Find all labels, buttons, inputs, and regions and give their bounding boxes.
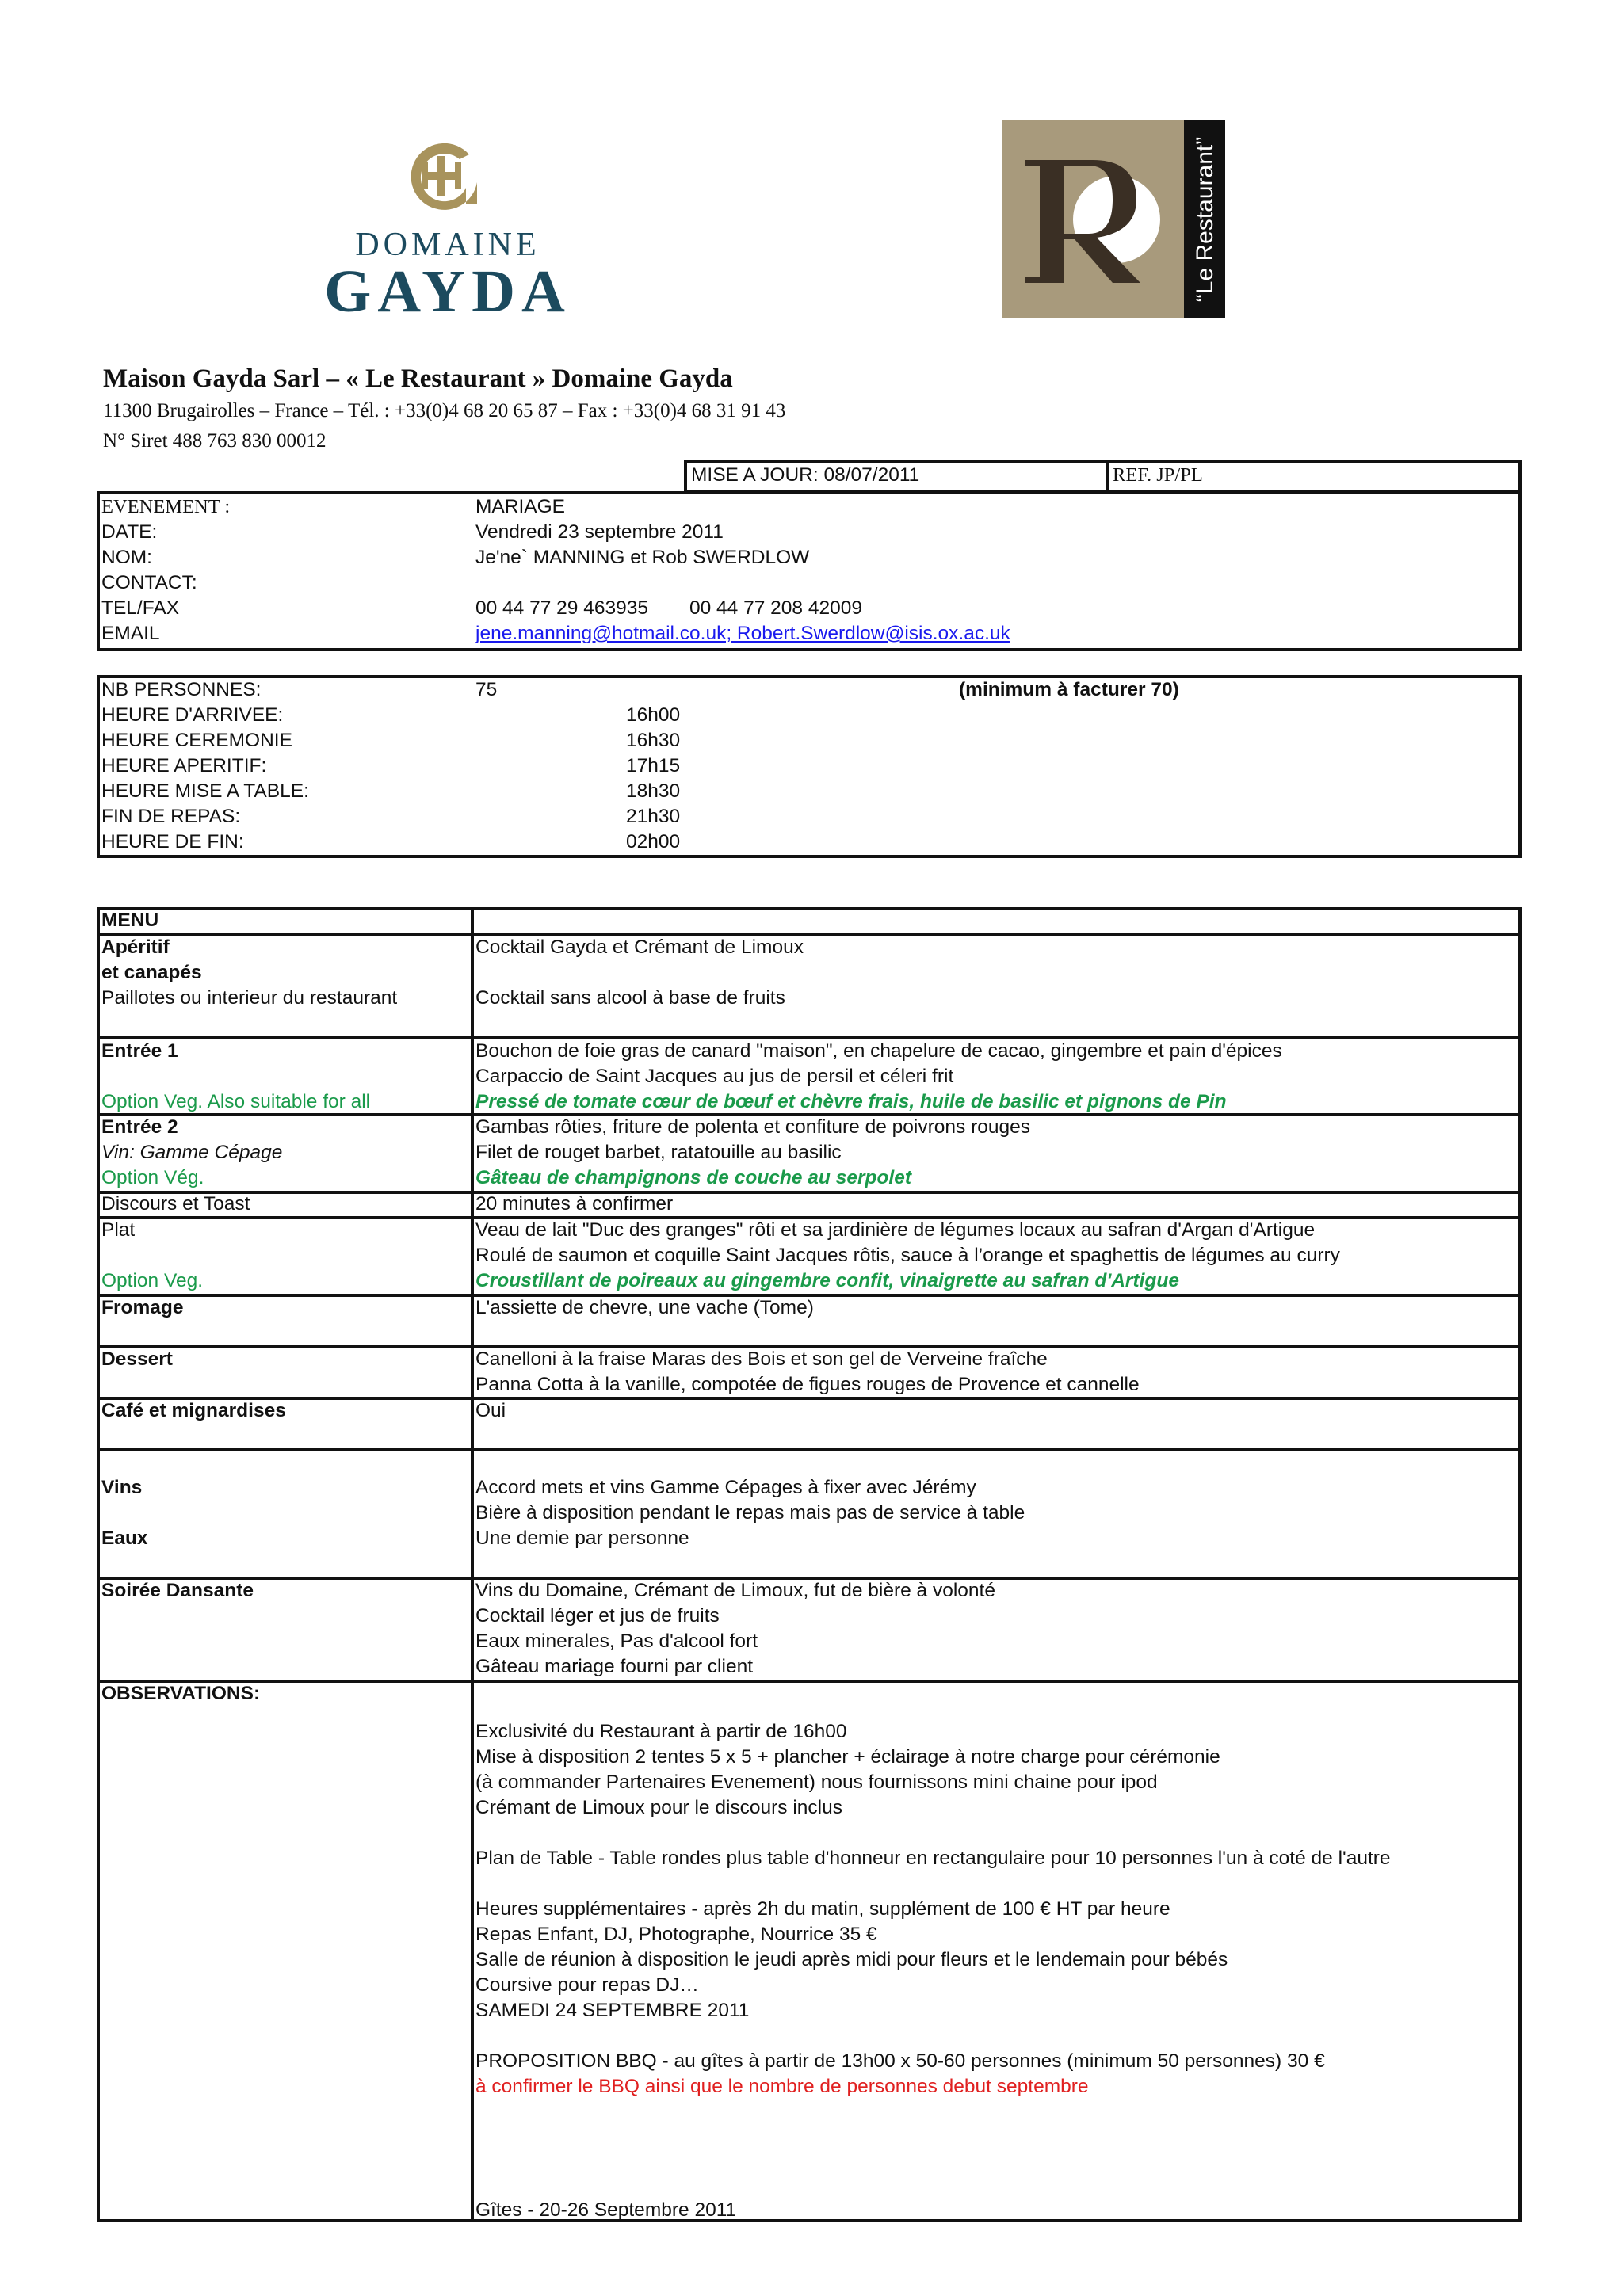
logo-domaine-text: DOMAINE xyxy=(355,227,540,263)
event-label: EVENEMENT : xyxy=(101,496,231,517)
soiree-line: Vins du Domaine, Crémant de Limoux, fut de bière à volonté xyxy=(475,1580,995,1601)
entree2-wine: Vin: Gamme Cépage xyxy=(101,1142,283,1163)
menu-header: MENU xyxy=(101,910,159,931)
event-value: MARIAGE xyxy=(475,496,565,517)
discours-label: Discours et Toast xyxy=(101,1193,250,1215)
observation-last-line: Gîtes - 20-26 Septembre 2011 xyxy=(475,2199,737,2221)
vins-line-1: Accord mets et vins Gamme Cépages à fixer avec Jérémy xyxy=(475,1477,976,1498)
observation-line: Repas Enfant, DJ, Photographe, Nourrice 35 € xyxy=(475,1924,877,1945)
ceremony-time: 16h30 xyxy=(626,730,681,751)
cafe-label: Café et mignardises xyxy=(101,1400,286,1421)
plat-option: Option Veg. xyxy=(101,1270,204,1291)
plat-label: Plat xyxy=(101,1219,136,1241)
observation-line: Crémant de Limoux pour le discours inclus xyxy=(475,1797,842,1818)
company-address: 11300 Brugairolles – France – Tél. : +33(0)4 68 20 65 87 – Fax : +33(0)4 68 31 91 43 xyxy=(103,400,786,421)
entree1-option: Option Veg. Also suitable for all xyxy=(101,1091,371,1112)
observation-line: Coursive pour repas DJ… xyxy=(475,1974,699,1996)
dessert-line-1: Canelloni à la fraise Maras des Bois et son gel de Verveine fraîche xyxy=(475,1348,1048,1370)
arrival-time: 16h00 xyxy=(626,704,681,726)
company-siret: N° Siret 488 763 830 00012 xyxy=(103,430,327,452)
contact-label: CONTACT: xyxy=(101,572,197,593)
observations-label: OBSERVATIONS: xyxy=(101,1683,261,1704)
date-label: DATE: xyxy=(101,521,158,543)
domaine-gayda-logo xyxy=(293,139,602,325)
observation-line: Heures supplémentaires - après 2h du matin, supplément de 100 € HT par heure xyxy=(475,1898,1170,1920)
le-restaurant-logo xyxy=(1002,120,1225,318)
date-value: Vendredi 23 septembre 2011 xyxy=(475,521,724,543)
aperitif-canapes-label: et canapés xyxy=(101,962,202,983)
name-label: NOM: xyxy=(101,547,152,568)
arrival-label: HEURE D'ARRIVEE: xyxy=(101,704,284,726)
soiree-line: Cocktail léger et jus de fruits xyxy=(475,1605,720,1627)
email-link[interactable]: jene.manning@hotmail.co.uk; Robert.Swerdlow@isis.ox.ac.uk xyxy=(475,623,1010,644)
observation-line: Plan de Table - Table rondes plus table d'honneur en rectangulaire pour 10 personnes l'un à coté de l'autre xyxy=(475,1848,1391,1869)
gayda-emblem-icon xyxy=(390,139,501,210)
soiree-label: Soirée Dansante xyxy=(101,1580,254,1601)
aperitif-row-label: Apéritif xyxy=(101,936,170,958)
update-date: MISE A JOUR: 08/07/2011 xyxy=(691,464,920,486)
aperitif-location: Paillotes ou interieur du restaurant xyxy=(101,987,398,1009)
telfax-value-1: 00 44 77 29 463935 xyxy=(475,597,648,619)
entree2-veg: Gâteau de champignons de couche au serpolet xyxy=(475,1167,912,1188)
entree2-line-2: Filet de rouget barbet, ratatouille au basilic xyxy=(475,1142,842,1163)
fromage-label: Fromage xyxy=(101,1297,184,1318)
entree1-line-2: Carpaccio de Saint Jacques au jus de persil et céleri frit xyxy=(475,1066,954,1087)
meal-end-time: 21h30 xyxy=(626,806,681,827)
minimum-note: (minimum à facturer 70) xyxy=(959,679,1179,700)
vins-line-2: Bière à disposition pendant le repas mais pas de service à table xyxy=(475,1502,1025,1524)
soiree-line: Gâteau mariage fourni par client xyxy=(475,1656,753,1677)
eaux-value: Une demie par personne xyxy=(475,1527,689,1549)
end-time: 02h00 xyxy=(626,831,681,852)
reference: REF. JP/PL xyxy=(1113,464,1203,486)
company-title: Maison Gayda Sarl – « Le Restaurant » Domaine Gayda xyxy=(103,364,733,393)
email-label: EMAIL xyxy=(101,623,160,644)
fromage-value: L'assiette de chevre, une vache (Tome) xyxy=(475,1297,814,1318)
telfax-value-2: 00 44 77 208 42009 xyxy=(689,597,862,619)
cafe-value: Oui xyxy=(475,1400,506,1421)
guests-label: NB PERSONNES: xyxy=(101,679,262,700)
discours-value: 20 minutes à confirmer xyxy=(475,1193,674,1215)
guests-value: 75 xyxy=(475,679,498,700)
entree1-veg: Pressé de tomate cœur de bœuf et chèvre frais, huile de basilic et pignons de Pin xyxy=(475,1091,1227,1112)
observation-red-note: à confirmer le BBQ ainsi que le nombre de personnes debut septembre xyxy=(475,2076,1089,2097)
observation-line: PROPOSITION BBQ - au gîtes à partir de 13h00 x 50-60 personnes (minimum 50 personnes) 30 € xyxy=(475,2050,1325,2072)
dessert-line-2: Panna Cotta à la vanille, compotée de figues rouges de Provence et cannelle xyxy=(475,1374,1140,1395)
name-value: Je'ne` MANNING et Rob SWERDLOW xyxy=(475,547,810,568)
plat-veg: Croustillant de poireaux au gingembre confit, vinaigrette au safran d'Artigue xyxy=(475,1270,1179,1291)
soiree-line: Eaux minerales, Pas d'alcool fort xyxy=(475,1630,758,1652)
restaurant-r-icon xyxy=(1002,120,1184,318)
aperitif-label: HEURE APERITIF: xyxy=(101,755,267,776)
ceremony-label: HEURE CEREMONIE xyxy=(101,730,292,751)
entree1-line-1: Bouchon de foie gras de canard "maison", en chapelure de cacao, gingembre et pain d'épices xyxy=(475,1040,1282,1062)
dessert-label: Dessert xyxy=(101,1348,173,1370)
meal-end-label: FIN DE REPAS: xyxy=(101,806,241,827)
plat-line-1: Veau de lait "Duc des granges" rôti et sa jardinière de légumes locaux au safran d'Argan d'Artigue xyxy=(475,1219,1316,1241)
vins-label: Vins xyxy=(101,1477,143,1498)
observation-line: SAMEDI 24 SEPTEMBRE 2011 xyxy=(475,2000,750,2021)
table-label: HEURE MISE A TABLE: xyxy=(101,780,309,802)
schedule-box xyxy=(97,675,1522,858)
le-restaurant-side-text: “Le Restaurant” xyxy=(1192,136,1218,303)
aperitif-line-2: Cocktail sans alcool à base de fruits xyxy=(475,987,785,1009)
plat-line-2: Roulé de saumon et coquille Saint Jacques rôtis, sauce à l’orange et spaghettis de légumes au curry xyxy=(475,1245,1340,1266)
telfax-label: TEL/FAX xyxy=(101,597,180,619)
end-label: HEURE DE FIN: xyxy=(101,831,244,852)
observation-line: Mise à disposition 2 tentes 5 x 5 + plancher + éclairage à notre charge pour cérémonie xyxy=(475,1746,1220,1768)
entree2-label: Entrée 2 xyxy=(101,1116,178,1138)
entree2-line-1: Gambas rôties, friture de polenta et confiture de poivrons rouges xyxy=(475,1116,1030,1138)
table-time: 18h30 xyxy=(626,780,681,802)
observation-line: Salle de réunion à disposition le jeudi après midi pour fleurs et le lendemain pour bébés xyxy=(475,1949,1228,1970)
observation-line: Exclusivité du Restaurant à partir de 16h00 xyxy=(475,1721,847,1742)
entree2-option: Option Vég. xyxy=(101,1167,204,1188)
aperitif-time: 17h15 xyxy=(626,755,681,776)
observation-line: (à commander Partenaires Evenement) nous fournissons mini chaine pour ipod xyxy=(475,1772,1158,1793)
logo-gayda-text: GAYDA xyxy=(324,258,571,325)
entree1-label: Entrée 1 xyxy=(101,1040,178,1062)
eaux-label: Eaux xyxy=(101,1527,148,1549)
aperitif-line-1: Cocktail Gayda et Crémant de Limoux xyxy=(475,936,804,958)
